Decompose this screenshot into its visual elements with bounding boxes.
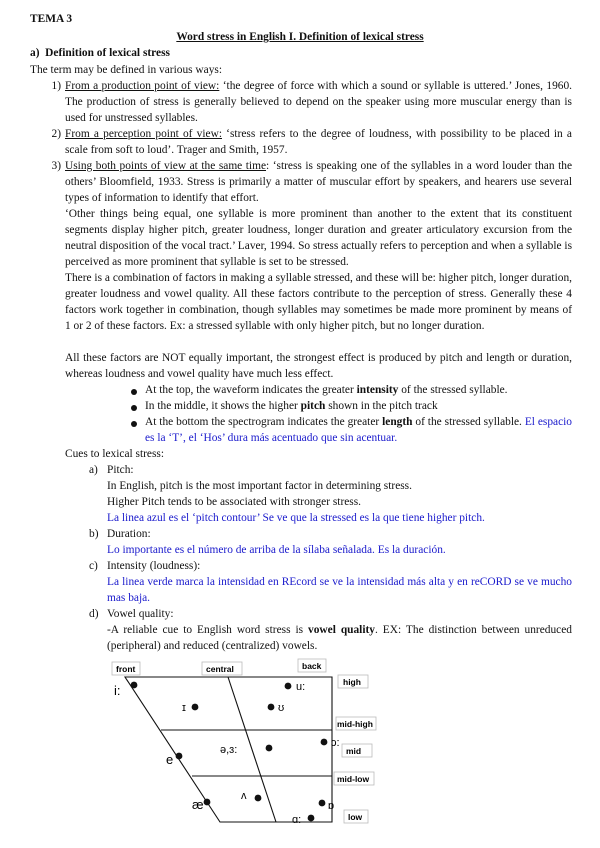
cue-letter: d)	[89, 608, 99, 620]
vowel-dot-e	[176, 753, 183, 760]
combination-paragraph: There is a combination of factors in making a syllable stressed, and these will be: higher pitch, longer duration, greater loudness and vowel quality. All these factors contribute to the perception of stress. Generally these 4 factors work together in combination, though syllables may sometimes be made more prominent by means of 1 or 2 of these factors. Ex: a stressed syllable with only higher pitch, but no longer duration.	[65, 272, 572, 332]
vowel-uh: ʊ	[278, 702, 285, 714]
vowel-open-o: ɔ:	[331, 737, 340, 749]
label-central: central	[206, 664, 234, 674]
vowel-dot-u-long	[285, 683, 292, 690]
laver-quote-paragraph: ‘Other things being equal, one syllable is more prominent than another to the extent that its constituent segments display higher pitch, greater loudness, longer duration and greater articulatory excursion from the neutral disposition of the vocal tract.’ Laver, 1994. So stress actually refers to perception and when a syllable is perceived as more prominent that syllable is set to be stressed.	[65, 208, 573, 268]
vowel-dot-i-long	[131, 682, 138, 689]
vowel-dot-uh	[268, 704, 275, 711]
vowel-dot-aa	[308, 815, 315, 822]
bullet-dot	[131, 405, 137, 411]
bullet-dot	[131, 421, 137, 427]
item-number: 1)	[51, 80, 61, 92]
vowel-dot-oh	[319, 800, 326, 807]
cue-pitch-title: Pitch:	[107, 464, 134, 476]
label-mid-high: mid-high	[337, 719, 373, 729]
cue-pitch-line2: Higher Pitch tends to be associated with stronger stress.	[107, 496, 362, 508]
list-item-production	[65, 78, 572, 126]
tema-label: TEMA 3	[30, 13, 73, 25]
bullet-pitch: In the middle, it shows the higher pitch shown in the pitch track	[145, 400, 438, 412]
cue-duration-title: Duration:	[107, 528, 151, 540]
label-high: high	[343, 677, 361, 687]
cue-intensity-note: La linea verde marca la intensidad en REcord se ve la intensidad más alta y en reCORD se ve mucho mas baja.	[107, 576, 572, 604]
section-a-heading: a) Definition of lexical stress	[30, 47, 170, 59]
cue-letter: b)	[89, 528, 99, 540]
cue-vowel-quality-text: -A reliable cue to English word stress is vowel quality. EX: The distinction between unreduced (peripheral) and reduced (centralized) vowels.	[107, 624, 572, 652]
cue-duration-note: Lo importante es el número de arriba de la sílaba señalada. Es la duración.	[107, 544, 446, 556]
vowel-oh: ɒ	[328, 800, 335, 812]
factors-paragraph: All these factors are NOT equally important, the strongest effect is produced by pitch and length or duration, whereas loudness and vowel quality have much less effect.	[65, 352, 572, 380]
item-label: Using both points of view at the same time	[65, 160, 267, 172]
bullet-length: At the bottom the spectrogram indicates the greater length of the stressed syllable. El espacio es la ‘T’, el ‘Hos’ dura más acentuado que sin acentuar.	[145, 416, 573, 444]
item-label: From a perception point of view:	[65, 128, 222, 140]
vowel-i-long: i:	[114, 683, 121, 698]
vowel-ih: ɪ	[182, 702, 186, 714]
vowel-dot-ih	[192, 704, 199, 711]
vowel-dot-ae	[204, 799, 211, 806]
vowel-u-long: u:	[296, 681, 306, 693]
list-item-both	[65, 158, 572, 206]
page-title: Word stress in English I. Definition of lexical stress	[176, 31, 424, 43]
cue-letter: a)	[89, 464, 98, 476]
vowel-quadrilateral-chart	[108, 658, 380, 838]
vowel-dot-wedge	[255, 795, 262, 802]
cues-heading: Cues to lexical stress:	[65, 448, 165, 460]
label-low: low	[348, 812, 363, 822]
item-text: : ‘stress is speaking one of the syllables in a word louder than the others’ Bloomfield, 1933. Stress is primarily a matter of muscular effort by speakers, and hearers use several types of information to identify that effort.	[65, 160, 572, 204]
item-number: 2)	[51, 128, 61, 140]
item-text: ‘the degree of force with which a sound or syllable is uttered.’ Jones, 1960. The production of stress is generally believed to depend on the speaker using more muscular energy than is used for unstressed syllables.	[65, 80, 572, 124]
vowel-aa: ɑ:	[292, 814, 302, 826]
label-mid: mid	[346, 746, 362, 756]
cue-intensity-title: Intensity (loudness):	[107, 560, 201, 572]
cue-letter: c)	[89, 560, 98, 572]
vowel-dot-schwa	[266, 745, 273, 752]
cue-vowel-quality-title: Vowel quality:	[107, 608, 174, 620]
item-text: ‘stress refers to the degree of loudness, with possibility to be placed in a scale from soft to loud’. Trager and Smith, 1957.	[65, 128, 572, 156]
cue-pitch-line1: In English, pitch is the most important factor in determining stress.	[107, 480, 412, 492]
vowel-e: e	[166, 752, 174, 767]
item-label: From a production point of view:	[65, 80, 220, 92]
label-back: back	[302, 661, 322, 671]
intro-text: The term may be defined in various ways:	[30, 64, 223, 76]
list-item-perception	[65, 126, 572, 158]
label-front: front	[116, 664, 136, 674]
vowel-schwa: ə,ɜ:	[220, 744, 238, 756]
label-mid-low: mid-low	[337, 774, 370, 784]
item-number: 3)	[51, 160, 61, 172]
vowel-wedge: ʌ	[241, 790, 247, 802]
vowel-ae: æ	[192, 797, 204, 812]
vowel-dot-open-o	[321, 739, 328, 746]
bullet-dot	[131, 389, 137, 395]
bullet-intensity: At the top, the waveform indicates the greater intensity of the stressed syllable.	[145, 384, 508, 396]
cue-pitch-note: La linea azul es el ‘pitch contour’ Se ve que la stressed es la que tiene higher pitch.	[107, 512, 485, 524]
